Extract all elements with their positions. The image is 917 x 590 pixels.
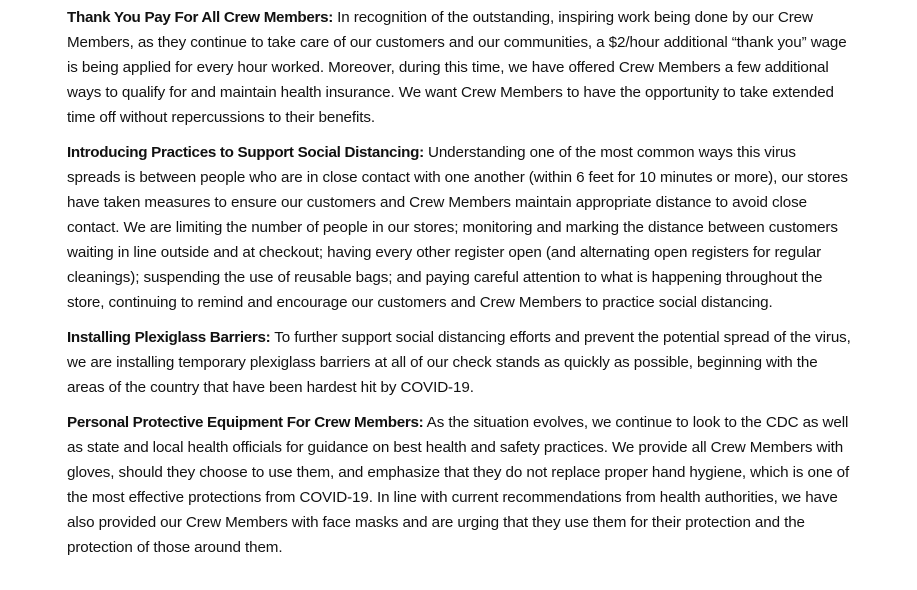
section-heading: Introducing Practices to Support Social Distancing: — [67, 144, 424, 161]
section-heading: Personal Protective Equipment For Crew Members: — [67, 414, 424, 431]
document-body — [67, 5, 853, 570]
section-text: As the situation evolves, we continue to look to the CDC as well as state and local health officials for guidance on best health and safety practices. We provide all Crew Members with gloves, should they choose to use them, and emphasize that they do not replace proper hand hygiene, which is one of the most effective protections from COVID-19. In line with current recommendations from health authorities, we have also provided our Crew Members with face masks and are urging that they use them for their protection and the protection of those around them. — [67, 414, 850, 556]
section-heading: Installing Plexiglass Barriers: — [67, 329, 271, 346]
section-text: To further support social distancing efforts and prevent the potential spread of the virus, we are installing temporary plexiglass barriers at all of our check stands as quickly as possible, beginning with the areas of the country that have been hardest hit by COVID-19. — [67, 329, 851, 396]
section-text: In recognition of the outstanding, inspiring work being done by our Crew Members, as they continue to take care of our customers and our communities, a $2/hour additional “thank you” wage is being applied for every hour worked. Moreover, during this time, we have offered Crew Members a few additional ways to qualify for and maintain health insurance. We want Crew Members to have the opportunity to take extended time off without repercussions to their benefits. — [67, 9, 847, 126]
section-text: Understanding one of the most common ways this virus spreads is between people who are in close contact with one another (within 6 feet for 10 minutes or more), our stores have taken measures to ensure our customers and Crew Members maintain appropriate distance to avoid close contact. We are limiting the number of people in our stores; monitoring and marking the distance between customers waiting in line outside and at checkout; having every other register open (and alternating open registers for regular cleanings); suspending the use of reusable bags; and paying careful attention to what is happening throughout the store, continuing to remind and encourage our customers and Crew Members to practice social distancing. — [67, 144, 848, 311]
section-thank-you-pay — [67, 5, 853, 130]
section-plexiglass-barriers — [67, 325, 853, 400]
section-heading: Thank You Pay For All Crew Members: — [67, 9, 334, 26]
section-social-distancing — [67, 140, 853, 315]
section-protective-equipment — [67, 410, 853, 560]
